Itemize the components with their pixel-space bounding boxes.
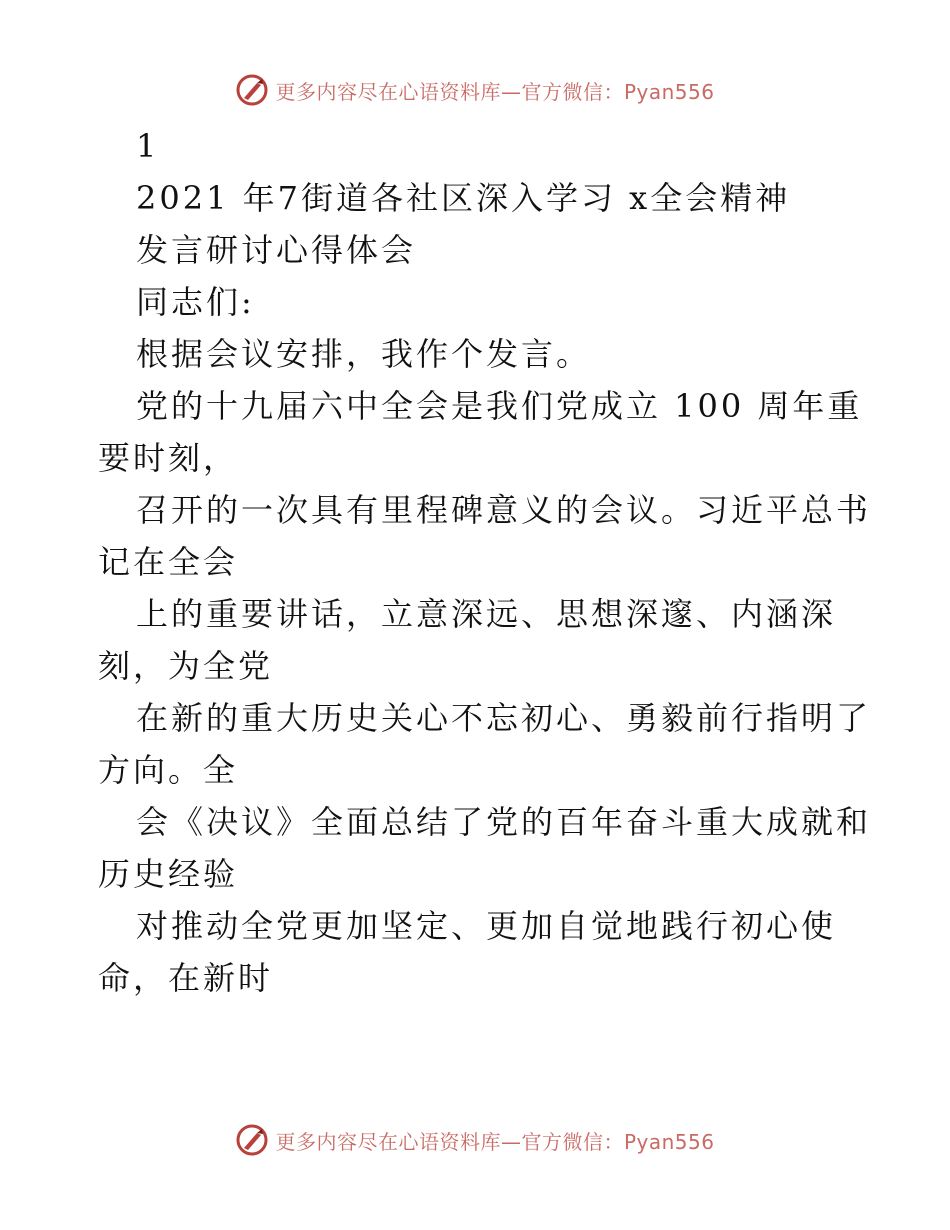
text-line: 历史经验 — [98, 855, 239, 893]
watermark-banner-top — [0, 70, 950, 110]
quill-pen-icon — [235, 1123, 269, 1157]
text-line: 会《决议》全面总结了党的百年奋斗重大成就和 — [136, 803, 872, 841]
watermark-text: 更多内容尽在心语资料库—官方微信：Pyan556 — [275, 1129, 715, 1154]
watermark-text: 更多内容尽在心语资料库—官方微信：Pyan556 — [275, 79, 715, 104]
text-line: 上的重要讲话，立意深远、思想深邃、内涵深 — [136, 595, 837, 633]
text-line: 记在全会 — [98, 543, 239, 581]
text-line: 1 — [136, 127, 160, 165]
text-line: 对推动全党更加坚定、更加自觉地践行初心使 — [136, 907, 837, 945]
text-line: 方向。全 — [98, 751, 239, 789]
text-line: 根据会议安排，我作个发言。 — [136, 335, 592, 373]
text-line: 召开的一次具有里程碑意义的会议。习近平总书 — [136, 491, 872, 529]
text-line: 要时刻， — [98, 439, 239, 477]
text-line: 党的十九届六中全会是我们党成立 100 周年重 — [136, 387, 863, 425]
quill-pen-icon — [235, 73, 269, 107]
watermark-banner-bottom — [0, 1120, 950, 1160]
text-line: 刻，为全党 — [98, 647, 274, 685]
text-line: 命，在新时 — [98, 959, 274, 997]
text-line: 同志们: — [136, 283, 255, 321]
document-body — [98, 120, 888, 1004]
text-line: 发言研讨心得体会 — [136, 231, 417, 269]
text-line: 2021 年7街道各社区深入学习 x全会精神 — [136, 179, 791, 217]
text-line: 在新的重大历史关心不忘初心、勇毅前行指明了 — [136, 699, 872, 737]
